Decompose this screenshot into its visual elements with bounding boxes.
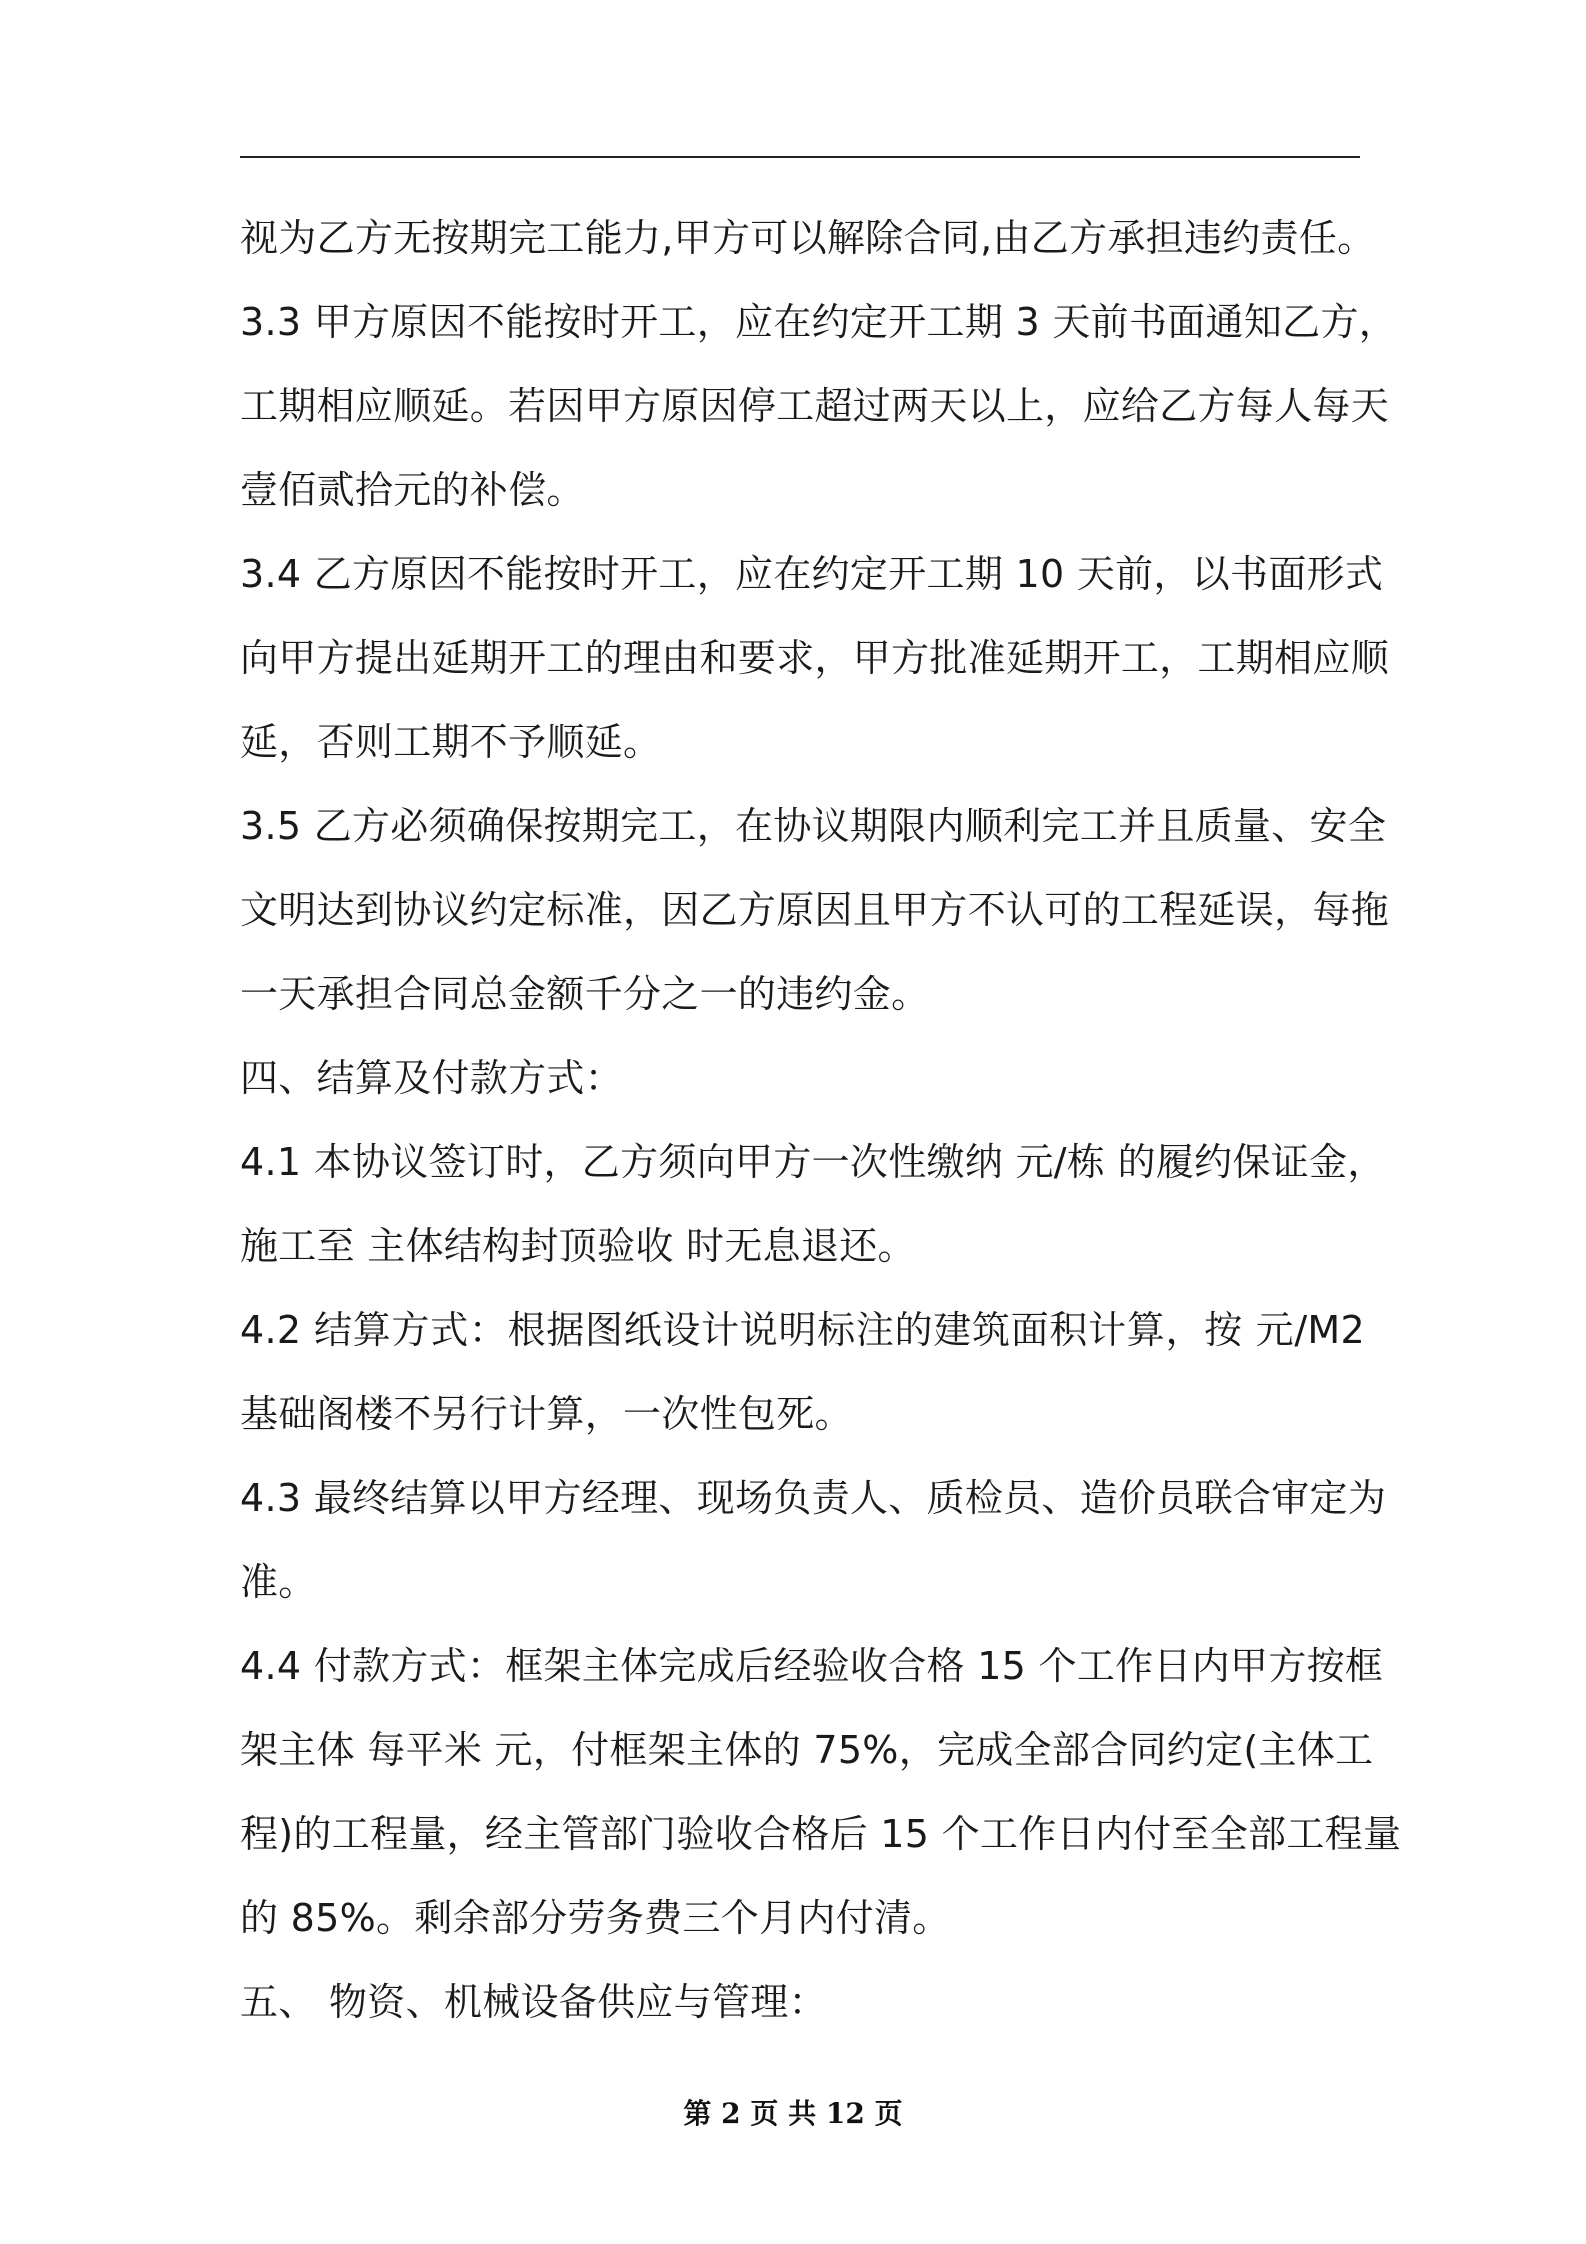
document-line: 基础阁楼不另行计算，一次性包死。 bbox=[240, 1392, 853, 1436]
document-line: 4.1 本协议签订时，乙方须向甲方一次性缴纳 元/栋 的履约保证金， bbox=[240, 1140, 1386, 1184]
document-line: 程)的工程量，经主管部门验收合格后 15 个工作日内付至全部工程量 bbox=[240, 1812, 1402, 1856]
document-line: 文明达到协议约定标准，因乙方原因且甲方不认可的工程延误，每拖 bbox=[240, 888, 1390, 932]
document-line: 3.4 乙方原因不能按时开工，应在约定开工期 10 天前，以书面形式 bbox=[240, 552, 1384, 596]
document-line: 五、 物资、机械设备供应与管理： bbox=[240, 1980, 827, 2024]
document-line: 延，否则工期不予顺延。 bbox=[240, 720, 662, 764]
document-body bbox=[240, 196, 1402, 2044]
document-line: 3.3 甲方原因不能按时开工，应在约定开工期 3 天前书面通知乙方， bbox=[240, 300, 1398, 344]
document-line: 4.3 最终结算以甲方经理、现场负责人、质检员、造价员联合审定为 bbox=[240, 1476, 1387, 1520]
document-line: 向甲方提出延期开工的理由和要求，甲方批准延期开工，工期相应顺 bbox=[240, 636, 1390, 680]
page-number-footer: 第 2 页 共 12 页 bbox=[683, 2097, 903, 2130]
document-line: 架主体 每平米 元，付框架主体的 75%，完成全部合同约定(主体工 bbox=[240, 1728, 1374, 1772]
document-line: 准。 bbox=[240, 1560, 317, 1604]
document-line: 壹佰贰拾元的补偿。 bbox=[240, 468, 585, 512]
document-line: 的 85%。剩余部分劳务费三个月内付清。 bbox=[240, 1896, 951, 1940]
document-line: 四、结算及付款方式： bbox=[240, 1056, 624, 1100]
document-line: 4.4 付款方式：框架主体完成后经验收合格 15 个工作日内甲方按框 bbox=[240, 1644, 1384, 1688]
document-line: 视为乙方无按期完工能力,甲方可以解除合同,由乙方承担违约责任。 bbox=[240, 216, 1376, 260]
document-line: 3.5 乙方必须确保按期完工，在协议期限内顺利完工并且质量、安全 bbox=[240, 804, 1387, 848]
document-line: 施工至 主体结构封顶验收 时无息退还。 bbox=[240, 1224, 916, 1268]
header-rule bbox=[240, 156, 1360, 158]
document-line: 4.2 结算方式：根据图纸设计说明标注的建筑面积计算，按 元/M2 bbox=[240, 1308, 1365, 1352]
document-line: 一天承担合同总金额千分之一的违约金。 bbox=[240, 972, 930, 1016]
document-line: 工期相应顺延。若因甲方原因停工超过两天以上，应给乙方每人每天 bbox=[240, 384, 1390, 428]
